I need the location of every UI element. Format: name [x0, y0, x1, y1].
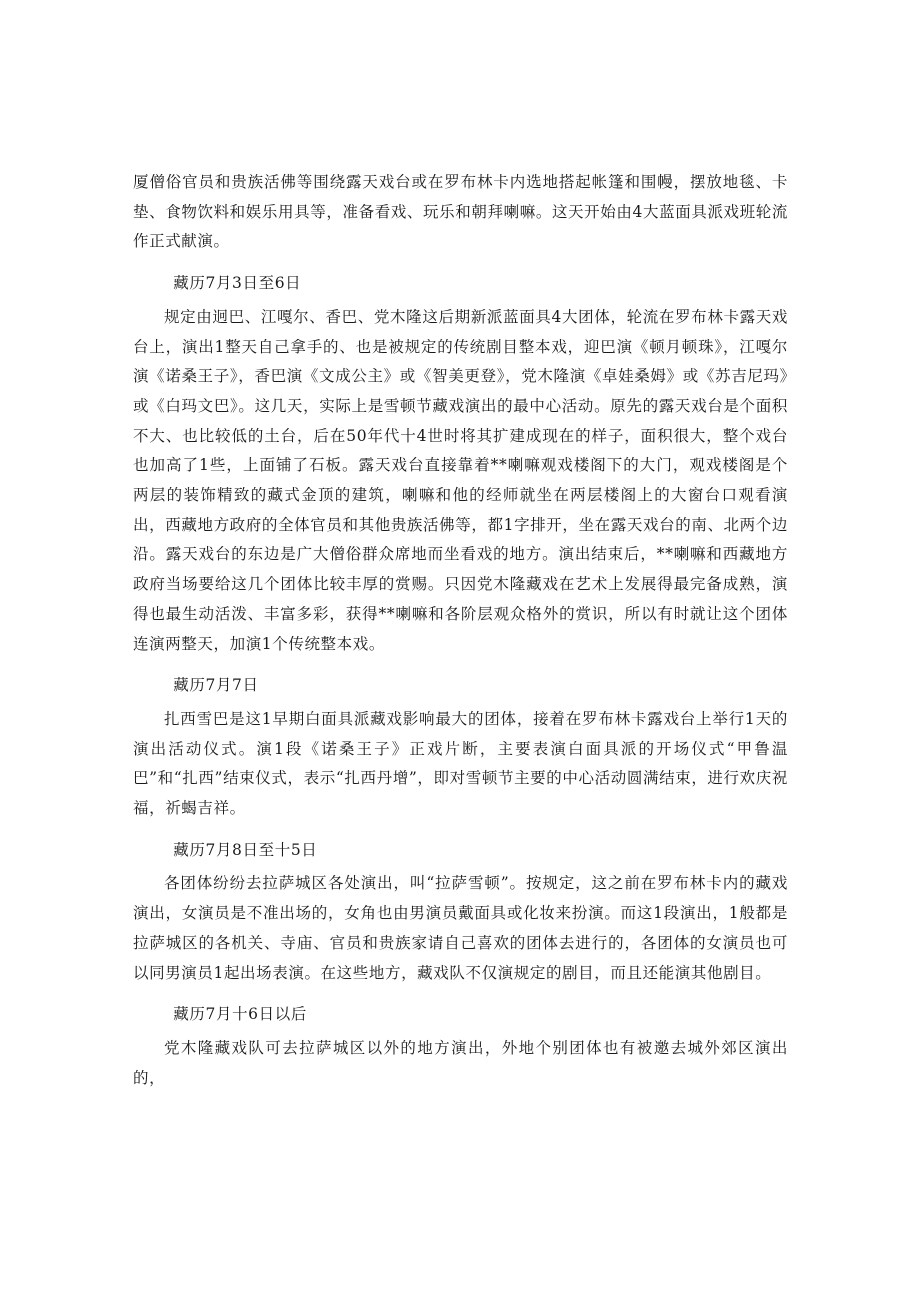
section-heading-day-8-15: 藏历7月8日至十5日	[173, 840, 318, 859]
paragraph-day-7: 扎西雪巴是这1早期白面具派藏戏影响最大的团体，接着在罗布林卡露戏台上举行1天的演出活动仪式。演1段《诺桑王子》正戏片断，主要表演白面具派的开场仪式“甲鲁温巴”和“扎西”结束仪式，表示“扎西丹增”，即对雪顿节主要的中心活动圆满结束，进行欢庆祝福，祈蝎吉祥。	[133, 709, 788, 818]
paragraph-day-16-after: 党木隆藏戏队可去拉萨城区以外的地方演出，外地个别团体也有被邀去城外郊区演出的，	[133, 1038, 788, 1087]
paragraph-day-8-15: 各团体纷纷去拉萨城区各处演出，叫“拉萨雪顿”。按规定，这之前在罗布林卡内的藏戏演出，女演员是不准出场的，女角也由男演员戴面具或化妆来扮演。而这1段演出，1般都是拉萨城区的各机关、寺庙、官员和贵族家请自己喜欢的团体去进行的，各团体的女演员也可以同男演员1起出场表演。在这些地方，藏戏队不仅演规定的剧目，而且还能演其他剧目。	[133, 874, 788, 982]
document-page	[133, 168, 788, 1097]
section-heading-day-3-6: 藏历7月3日至6日	[173, 274, 302, 293]
paragraph-continued: 厦僧俗官员和贵族活佛等围绕露天戏台或在罗布林卡内选地搭起帐篷和围幔，摆放地毯、卡垫、食物饮料和娱乐用具等，准备看戏、玩乐和朝拜喇嘛。这天开始由4大蓝面具派戏班轮流作正式献演。	[133, 173, 788, 251]
paragraph-day-3-6: 规定由迥巴、江嘎尔、香巴、党木隆这后期新派蓝面具4大团体，轮流在罗布林卡露天戏台上，演出1整天自己拿手的、也是被规定的传统剧目整本戏，迎巴演《顿月顿珠》，江嘎尔演《诺桑王子》，香巴演《文成公主》或《智美更登》，党木隆演《卓娃桑姆》或《苏吉尼玛》或《白玛文巴》。这几天，实际上是雪顿节藏戏演出的最中心活动。原先的露天戏台是个面积不大、也比较低的土台，后在50年代十4世时将其扩建成现在的样子，面积很大，整个戏台也加高了1些，上面铺了石板。露天戏台直接靠着**喇嘛观戏楼阁下的大门，观戏楼阁是个两层的装饰精致的藏式金顶的建筑，喇嘛和他的经师就坐在两层楼阁上的大窗台口观看演出，西藏地方政府的全体官员和其他贵族活佛等，都1字排开，坐在露天戏台的南、北两个边沿。露天戏台的东边是广大僧俗群众席地而坐看戏的地方。演出结束后，**喇嘛和西藏地方政府当场要给这几个团体比较丰厚的赏赐。只因党木隆藏戏在艺术上发展得最完备成熟，演得也最生动活泼、丰富多彩，获得**喇嘛和各阶层观众格外的赏识，所以有时就让这个团体连演两整天，加演1个传统整本戏。	[133, 307, 788, 653]
section-heading-day-7: 藏历7月7日	[173, 676, 259, 695]
section-heading-day-16-after: 藏历7月十6日以后	[173, 1005, 307, 1024]
